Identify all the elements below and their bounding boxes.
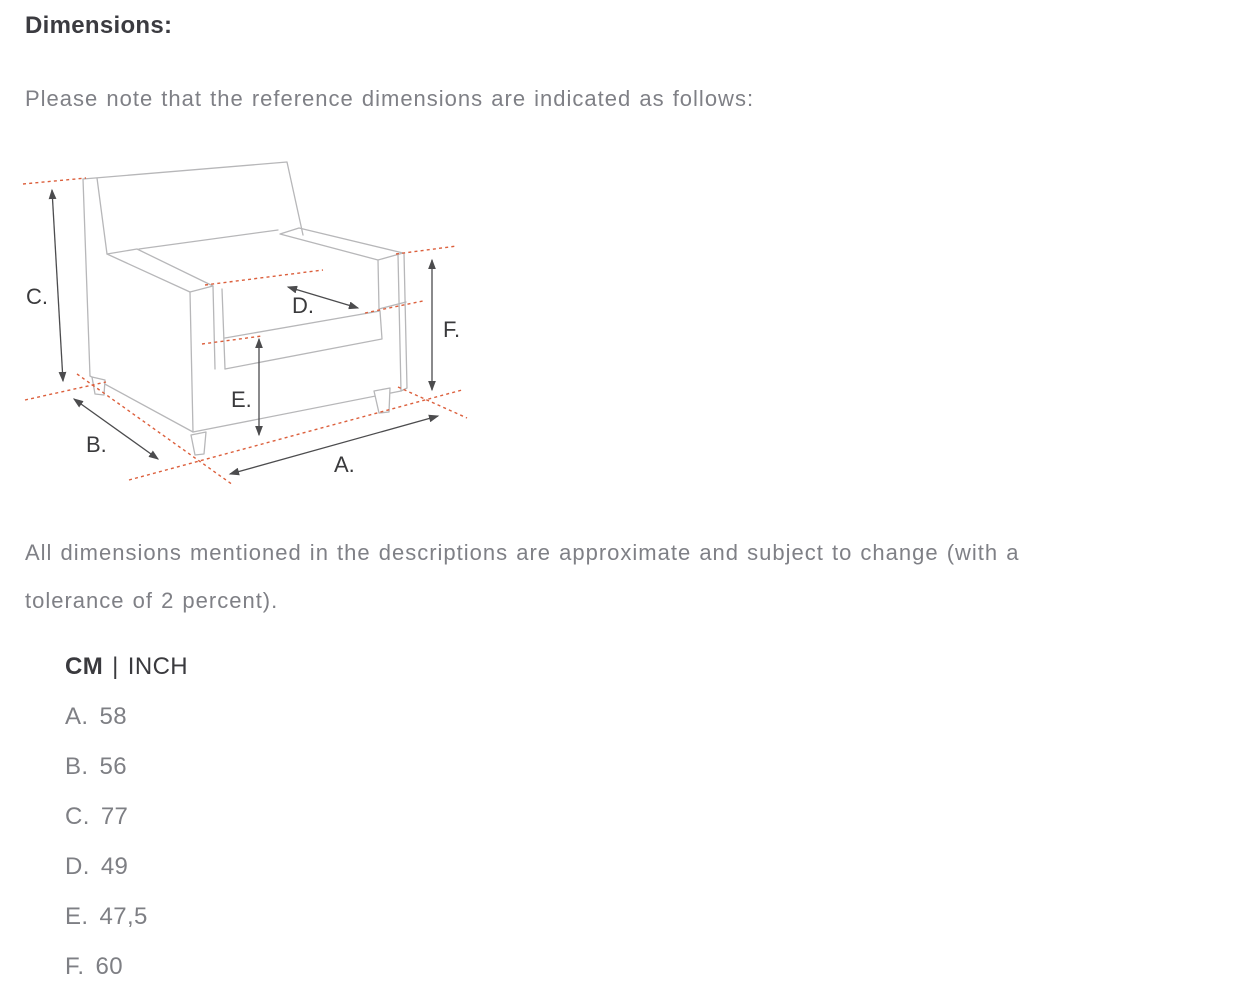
armchair-diagram-svg <box>10 148 470 500</box>
dimension-key: B. <box>65 753 89 780</box>
armchair-dimension-diagram <box>10 148 470 500</box>
dimension-value: 49 <box>100 853 129 880</box>
figure-label-c: C. <box>26 284 48 309</box>
units-cm-label: CM <box>65 653 104 680</box>
dimension-arrows <box>52 190 438 474</box>
dimension-value: 47,5 <box>99 903 148 930</box>
page-title: Dimensions: <box>25 12 173 39</box>
figure-label-f: F. <box>443 317 461 342</box>
dimension-item-a <box>65 692 188 742</box>
dimension-list <box>65 642 188 992</box>
figure-label-a: A. <box>334 452 355 477</box>
figure-label-d: D. <box>292 293 314 318</box>
dimension-item-b <box>65 742 188 792</box>
units-separator: | <box>112 653 119 680</box>
dimension-key: A. <box>65 703 89 730</box>
dimension-key: D. <box>65 853 90 880</box>
tolerance-note-line1: All dimensions mentioned in the descriptions are approximate and subject to change (with a <box>25 540 1020 565</box>
dimension-key: E. <box>65 903 89 930</box>
dimension-key: F. <box>65 953 85 980</box>
figure-label-b: B. <box>86 432 107 457</box>
dimension-item-f <box>65 942 188 992</box>
units-inch-label: INCH <box>127 653 189 680</box>
units-header <box>65 642 188 692</box>
dimension-item-e <box>65 892 188 942</box>
figure-label-e: E. <box>231 387 252 412</box>
dimension-value: 60 <box>95 953 123 980</box>
dimension-key: C. <box>65 803 90 830</box>
dimension-value: 56 <box>99 753 127 780</box>
dimension-item-c <box>65 792 188 842</box>
arrow-c <box>52 190 63 381</box>
dimension-value: 77 <box>100 803 129 830</box>
figure-labels <box>26 284 460 477</box>
intro-text: Please note that the reference dimensions are indicated as follows: <box>25 86 755 111</box>
dimension-item-d <box>65 842 188 892</box>
tolerance-note-line2: tolerance of 2 percent). <box>25 588 279 613</box>
dimension-value: 58 <box>99 703 127 730</box>
tolerance-note <box>25 529 1020 625</box>
